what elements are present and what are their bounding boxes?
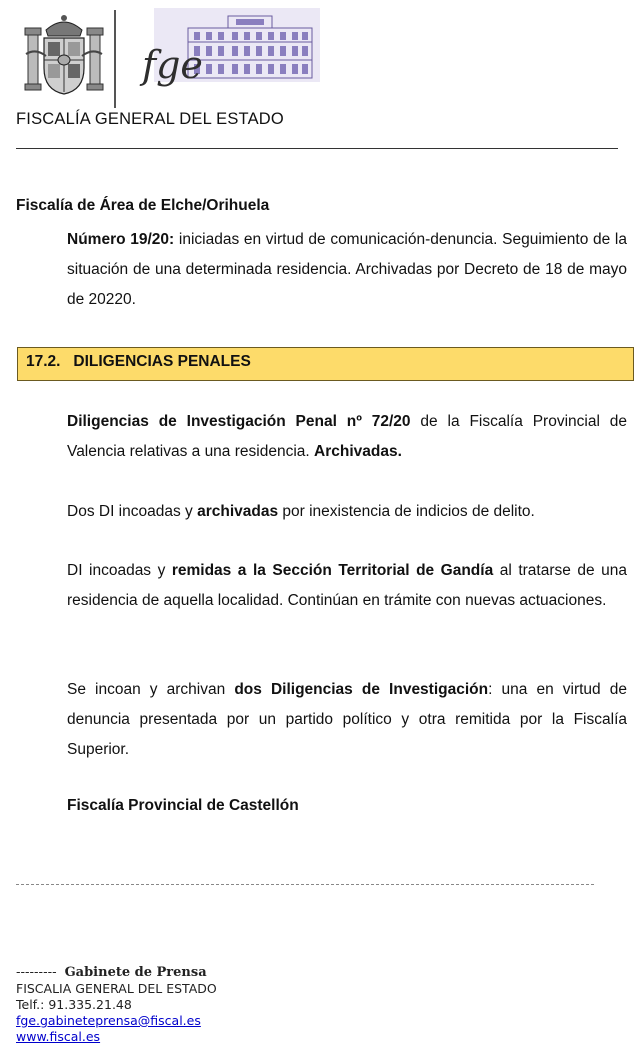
footer-email-link[interactable]: fge.gabineteprensa@fiscal.es: [16, 1013, 201, 1028]
di-remitidas-text-1: DI incoadas y: [67, 562, 172, 579]
valencia-text: de la Fiscalía Provincial de Valencia relativas a una residencia.: [67, 413, 627, 460]
paragraph-numero-19-20: [67, 225, 627, 315]
footer-telephone: Telf.: 91.335.21.48: [16, 997, 132, 1012]
footer-dashes: ---------: [16, 964, 57, 979]
footer-dashed-rule: [16, 884, 594, 885]
footer-gabinete: Gabinete de Prensa: [64, 965, 207, 980]
fge-building-logo: [118, 8, 324, 104]
header-divider: [114, 10, 116, 108]
section-title: DILIGENCIAS PENALES: [73, 353, 251, 370]
heading-castellon: Fiscalía Provincial de Castellón: [67, 797, 299, 814]
header-rule: [16, 148, 618, 149]
di-remitidas-bold: remidas a la Sección Territorial de Gandía: [171, 562, 494, 579]
di-archivadas-bold: archivadas: [197, 503, 279, 520]
section-heading-box: [17, 347, 634, 381]
coat-of-arms-logo: [22, 12, 106, 98]
paragraph-valencia: [67, 407, 627, 467]
section-heading: [26, 353, 251, 371]
paragraph-di-archivadas: [67, 497, 627, 527]
di-archivadas-text-1: Dos DI incoadas y: [67, 503, 198, 520]
paragraph-dos-diligencias: [67, 675, 627, 765]
section-number: 17.2.: [26, 353, 61, 370]
dos-diligencias-text-2: : una en virtud de denuncia presentada por un partido político y otra remitida por la Fiscalía Superior.: [67, 681, 627, 758]
footer-organization: FISCALIA GENERAL DEL ESTADO: [16, 981, 217, 996]
di-remitidas-text-2: al tratarse de una residencia de aquella localidad. Continúan en trámite con nuevas actuaciones.: [67, 562, 627, 609]
header-title: FISCALÍA GENERAL DEL ESTADO: [16, 110, 284, 128]
fge-logo-text: fge: [142, 43, 203, 87]
valencia-bold-2: Archivadas.: [314, 443, 402, 460]
dos-diligencias-bold: dos Diligencias de Investigación: [234, 681, 489, 698]
paragraph-di-remitidas: [67, 556, 627, 616]
dos-diligencias-text-1: Se incoan y archivan: [67, 681, 235, 698]
di-archivadas-text-2: por inexistencia de indicios de delito.: [278, 503, 535, 520]
numero-label: Número 19/20:: [67, 231, 175, 248]
heading-elche-orihuela: Fiscalía de Área de Elche/Orihuela: [16, 197, 270, 214]
valencia-bold-1: Diligencias de Investigación Penal nº 72/20: [67, 413, 411, 430]
numero-text: iniciadas en virtud de comunicación-denuncia. Seguimiento de la situación de una determinada residencia. Archivadas por Decreto de 18 de mayo de 20220.: [67, 231, 627, 308]
footer-gabinete-line: [16, 964, 207, 980]
footer-website-link[interactable]: www.fiscal.es: [16, 1029, 101, 1044]
